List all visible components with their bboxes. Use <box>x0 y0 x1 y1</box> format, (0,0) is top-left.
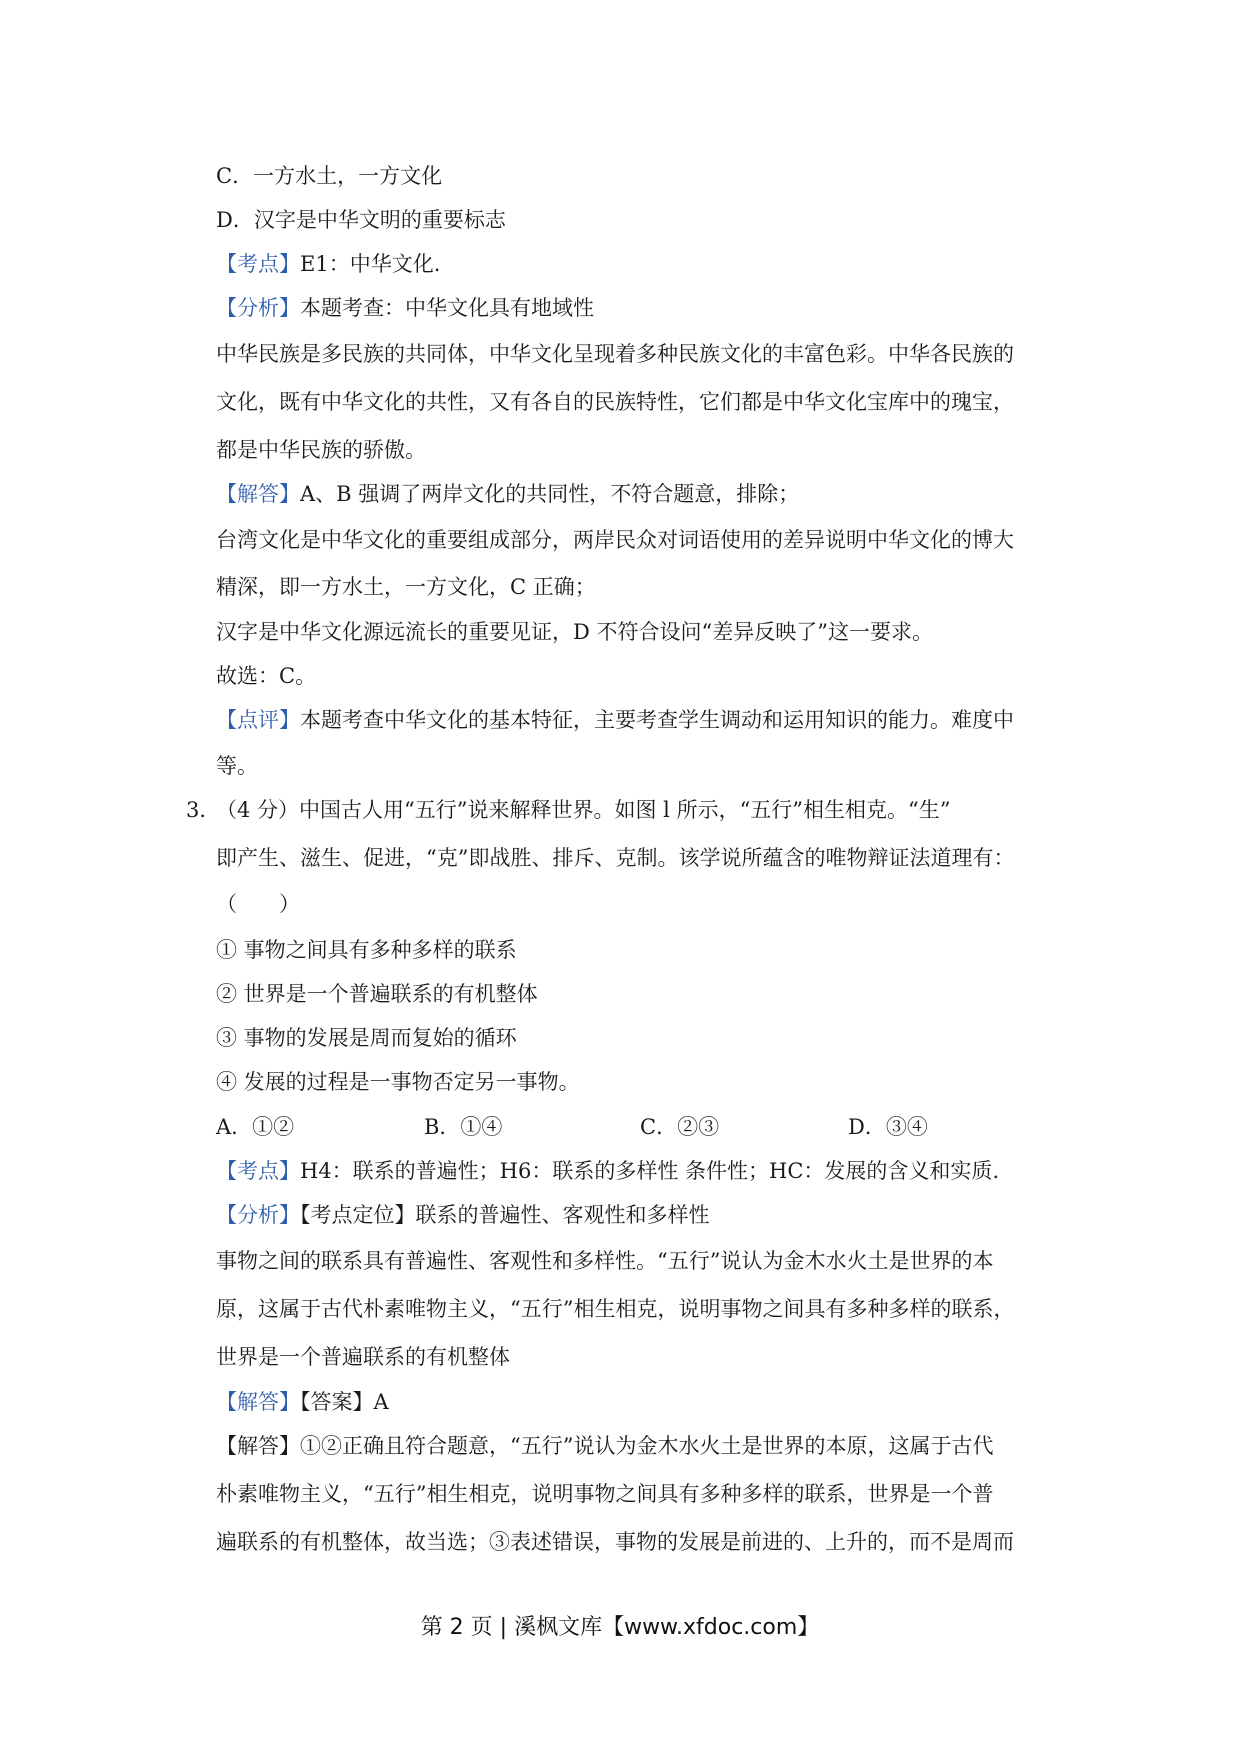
option-b: B．①④ <box>424 1115 503 1139</box>
kaodian-tag: 【考点】 <box>216 252 300 276</box>
jieda-tag: 【解答】 <box>216 482 300 506</box>
fenxi-text: 本题考查：中华文化具有地域性 <box>300 296 594 320</box>
paragraph-line: 中华民族是多民族的共同体，中华文化呈现着多种民族文化的丰富色彩。中华各民族的 <box>216 342 1014 366</box>
option-a: A．①② <box>216 1115 295 1139</box>
paragraph-line: 精深，即一方水土，一方文化，C 正确； <box>216 575 596 599</box>
dianping-text: 本题考查中华文化的基本特征，主要考查学生调动和运用知识的能力。难度中 <box>300 708 1014 732</box>
kaodian-tag: 【考点】 <box>216 1159 300 1183</box>
answer-blank: （ ） <box>216 892 300 916</box>
kaodian-text: E1：中华文化. <box>300 252 441 276</box>
statement-4: ④ 发展的过程是一事物否定另一事物。 <box>216 1070 580 1094</box>
paragraph-line: 故选：C。 <box>216 664 317 688</box>
fenxi-tag: 【分析】 <box>216 1203 300 1227</box>
q2-kaodian <box>216 250 440 278</box>
question-stem: 即产生、滋生、促进，“克”即战胜、排斥、克制。该学说所蕴含的唯物辩证法道理有： <box>216 846 1015 870</box>
statement-2: ② 世界是一个普遍联系的有机整体 <box>216 982 538 1006</box>
answer-options <box>216 1113 1016 1141</box>
page-footer: 第 2 页 | 溪枫文库【www.xfdoc.com】 <box>420 1615 820 1640</box>
q2-dianping <box>216 706 1014 734</box>
fenxi-text: 【考点定位】联系的普遍性、客观性和多样性 <box>300 1203 710 1227</box>
paragraph-line: 文化，既有中华文化的共性，又有各自的民族特性，它们都是中华文化宝库中的瑰宝， <box>216 390 1014 414</box>
paragraph-line: 等。 <box>216 754 258 778</box>
fenxi-tag: 【分析】 <box>216 296 300 320</box>
q2-fenxi <box>216 294 594 322</box>
statement-1: ① 事物之间具有多种多样的联系 <box>216 938 517 962</box>
paragraph-line: 台湾文化是中华文化的重要组成部分，两岸民众对词语使用的差异说明中华文化的博大 <box>216 528 1014 552</box>
q3-jieda <box>216 1388 389 1416</box>
question-number: 3． <box>186 798 221 822</box>
option-d: D．汉字是中华文明的重要标志 <box>216 208 506 232</box>
paragraph-line: 都是中华民族的骄傲。 <box>216 438 426 462</box>
q3-fenxi <box>216 1201 710 1229</box>
paragraph-line: 原，这属于古代朴素唯物主义，“五行”相生相克，说明事物之间具有多种多样的联系， <box>216 1297 1015 1321</box>
jieda-tag: 【解答】 <box>216 1390 300 1414</box>
question-stem: （4 分）中国古人用“五行”说来解释世界。如图 l 所示，“五行”相生相克。“生” <box>216 798 951 822</box>
q2-jieda <box>216 480 799 508</box>
paragraph-line: 【解答】①②正确且符合题意，“五行”说认为金木水火土是世界的本原，这属于古代 <box>216 1434 994 1458</box>
paragraph-line: 世界是一个普遍联系的有机整体 <box>216 1345 510 1369</box>
kaodian-text: H4：联系的普遍性；H6：联系的多样性 条件性；HC：发展的含义和实质. <box>300 1159 1000 1183</box>
paragraph-line: 汉字是中华文化源远流长的重要见证，D 不符合设问“差异反映了”这一要求。 <box>216 620 933 644</box>
paragraph-line: 遍联系的有机整体，故当选；③表述错误，事物的发展是前进的、上升的，而不是周而 <box>216 1530 1014 1554</box>
dianping-tag: 【点评】 <box>216 708 300 732</box>
statement-3: ③ 事物的发展是周而复始的循环 <box>216 1026 517 1050</box>
jieda-text: A、B 强调了两岸文化的共同性，不符合题意，排除； <box>300 482 800 506</box>
paragraph-line: 朴素唯物主义，“五行”相生相克，说明事物之间具有多种多样的联系，世界是一个普 <box>216 1482 994 1506</box>
option-d: D．③④ <box>848 1115 928 1139</box>
jieda-text: 【答案】A <box>300 1390 389 1414</box>
option-c: C．②③ <box>640 1115 720 1139</box>
q3-kaodian <box>216 1157 999 1185</box>
option-c: C．一方水土，一方文化 <box>216 164 443 188</box>
paragraph-line: 事物之间的联系具有普遍性、客观性和多样性。“五行”说认为金木水火土是世界的本 <box>216 1249 994 1273</box>
